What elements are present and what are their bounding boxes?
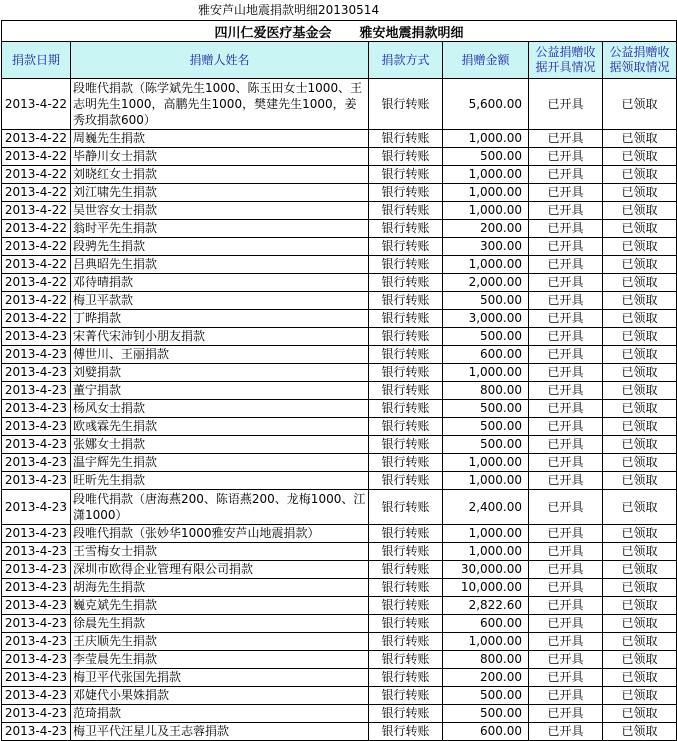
cell-date: 2013-4-23 [2,615,71,633]
cell-receipt-collected: 已领取 [603,220,677,238]
cell-receipt-issued: 已开具 [529,472,603,490]
cell-method: 银行转账 [369,525,443,543]
cell-receipt-issued: 已开具 [529,633,603,651]
table-row [2,364,677,382]
table-row [2,669,677,687]
cell-method: 银行转账 [369,184,443,202]
cell-date: 2013-4-23 [2,364,71,382]
cell-date: 2013-4-23 [2,418,71,436]
cell-receipt-issued: 已开具 [529,148,603,166]
cell-amount: 30,000.00 [443,561,529,579]
table-row [2,220,677,238]
cell-method: 银行转账 [369,723,443,741]
cell-receipt-issued: 已开具 [529,723,603,741]
cell-donor-name: 吕典昭先生捐款 [71,256,369,274]
cell-method: 银行转账 [369,418,443,436]
cell-date: 2013-4-22 [2,130,71,148]
cell-donor-name: 梅卫平款款 [71,292,369,310]
cell-date: 2013-4-23 [2,687,71,705]
table-row [2,400,677,418]
cell-donor-name: 范琦捐款 [71,705,369,723]
cell-date: 2013-4-23 [2,525,71,543]
table-row [2,238,677,256]
header-date: 捐款日期 [2,42,71,79]
table-banner-row [2,21,677,42]
cell-receipt-collected: 已领取 [603,256,677,274]
cell-date: 2013-4-23 [2,328,71,346]
cell-receipt-collected: 已领取 [603,184,677,202]
cell-donor-name: 巍克斌先生捐款 [71,597,369,615]
cell-date: 2013-4-23 [2,597,71,615]
cell-receipt-collected: 已领取 [603,669,677,687]
cell-amount: 1,000.00 [443,472,529,490]
cell-method: 银行转账 [369,79,443,130]
cell-donor-name: 胡海先生捐款 [71,579,369,597]
cell-method: 银行转账 [369,274,443,292]
column-header-row [2,42,677,79]
cell-date: 2013-4-22 [2,310,71,328]
cell-receipt-issued: 已开具 [529,418,603,436]
cell-receipt-collected: 已领取 [603,166,677,184]
cell-receipt-issued: 已开具 [529,669,603,687]
cell-method: 银行转账 [369,346,443,364]
cell-receipt-issued: 已开具 [529,130,603,148]
cell-date: 2013-4-23 [2,490,71,525]
cell-date: 2013-4-22 [2,148,71,166]
table-row [2,705,677,723]
cell-receipt-issued: 已开具 [529,436,603,454]
cell-donor-name: 毕静川女士捐款 [71,148,369,166]
cell-method: 银行转账 [369,633,443,651]
cell-amount: 1,000.00 [443,543,529,561]
cell-donor-name: 刘江啸先生捐款 [71,184,369,202]
cell-donor-name: 梅卫平代张国先捐款 [71,669,369,687]
cell-receipt-collected: 已领取 [603,418,677,436]
cell-receipt-collected: 已领取 [603,130,677,148]
cell-method: 银行转账 [369,382,443,400]
table-row [2,651,677,669]
table-row [2,525,677,543]
cell-donor-name: 旺昕先生捐款 [71,472,369,490]
cell-receipt-collected: 已领取 [603,597,677,615]
cell-amount: 500.00 [443,328,529,346]
cell-amount: 3,000.00 [443,310,529,328]
cell-amount: 10,000.00 [443,579,529,597]
cell-receipt-issued: 已开具 [529,364,603,382]
cell-donor-name: 段唯代捐款（唐海燕200、陈语燕200、龙梅1000、江潇1000） [71,490,369,525]
header-receipt-issued: 公益捐赠收据开具情况 [529,42,603,79]
table-row [2,79,677,130]
cell-date: 2013-4-23 [2,543,71,561]
cell-receipt-issued: 已开具 [529,687,603,705]
cell-amount: 1,000.00 [443,364,529,382]
cell-donor-name: 张娜女士捐款 [71,436,369,454]
cell-donor-name: 温宇辉先生捐款 [71,454,369,472]
table-row [2,382,677,400]
cell-method: 银行转账 [369,328,443,346]
cell-amount: 1,000.00 [443,184,529,202]
table-row [2,256,677,274]
cell-method: 银行转账 [369,130,443,148]
cell-donor-name: 段唯代捐款（张妙华1000雅安芦山地震捐款） [71,525,369,543]
cell-receipt-collected: 已领取 [603,436,677,454]
cell-receipt-collected: 已领取 [603,543,677,561]
cell-amount: 2,000.00 [443,274,529,292]
cell-amount: 500.00 [443,292,529,310]
cell-date: 2013-4-23 [2,472,71,490]
cell-donor-name: 傅世川、王丽捐款 [71,346,369,364]
cell-donor-name: 李莹晨先生捐款 [71,651,369,669]
cell-date: 2013-4-23 [2,669,71,687]
cell-method: 银行转账 [369,310,443,328]
cell-donor-name: 丁晔捐款 [71,310,369,328]
cell-amount: 800.00 [443,382,529,400]
cell-method: 银行转账 [369,292,443,310]
cell-date: 2013-4-23 [2,436,71,454]
header-receipt-collected: 公益捐赠收据领取情况 [603,42,677,79]
cell-amount: 600.00 [443,615,529,633]
cell-date: 2013-4-22 [2,166,71,184]
cell-method: 银行转账 [369,561,443,579]
cell-donor-name: 深圳市欧得企业管理有限公司捐款 [71,561,369,579]
cell-receipt-collected: 已领取 [603,454,677,472]
table-row [2,579,677,597]
cell-amount: 1,000.00 [443,525,529,543]
table-body [2,79,677,741]
table-row [2,184,677,202]
table-row [2,490,677,525]
cell-receipt-collected: 已领取 [603,274,677,292]
header-method: 捐款方式 [369,42,443,79]
cell-donor-name: 邓待晴捐款 [71,274,369,292]
cell-receipt-issued: 已开具 [529,382,603,400]
cell-date: 2013-4-22 [2,292,71,310]
cell-receipt-collected: 已领取 [603,79,677,130]
cell-date: 2013-4-23 [2,723,71,741]
table-row [2,130,677,148]
cell-amount: 500.00 [443,687,529,705]
cell-date: 2013-4-23 [2,382,71,400]
cell-receipt-collected: 已领取 [603,651,677,669]
cell-receipt-collected: 已领取 [603,705,677,723]
cell-receipt-issued: 已开具 [529,202,603,220]
cell-receipt-issued: 已开具 [529,274,603,292]
cell-receipt-issued: 已开具 [529,184,603,202]
cell-receipt-collected: 已领取 [603,364,677,382]
cell-donor-name: 梅卫平代汪星儿及王志蓉捐款 [71,723,369,741]
cell-date: 2013-4-22 [2,256,71,274]
table-row [2,202,677,220]
cell-receipt-issued: 已开具 [529,561,603,579]
cell-receipt-collected: 已领取 [603,490,677,525]
cell-amount: 2,400.00 [443,490,529,525]
cell-donor-name: 段骋先生捐款 [71,238,369,256]
cell-receipt-collected: 已领取 [603,202,677,220]
cell-date: 2013-4-23 [2,633,71,651]
cell-method: 银行转账 [369,651,443,669]
cell-amount: 1,000.00 [443,454,529,472]
cell-method: 银行转账 [369,687,443,705]
cell-receipt-issued: 已开具 [529,454,603,472]
cell-method: 银行转账 [369,490,443,525]
table-row [2,166,677,184]
cell-donor-name: 欧彧霖先生捐款 [71,418,369,436]
table-row [2,310,677,328]
table-row [2,687,677,705]
cell-receipt-issued: 已开具 [529,651,603,669]
cell-method: 银行转账 [369,148,443,166]
cell-date: 2013-4-22 [2,202,71,220]
cell-method: 银行转账 [369,669,443,687]
cell-method: 银行转账 [369,364,443,382]
cell-receipt-issued: 已开具 [529,346,603,364]
cell-receipt-collected: 已领取 [603,148,677,166]
cell-date: 2013-4-23 [2,705,71,723]
cell-date: 2013-4-23 [2,346,71,364]
donation-table [1,20,677,741]
cell-receipt-collected: 已领取 [603,346,677,364]
table-row [2,328,677,346]
cell-receipt-collected: 已领取 [603,400,677,418]
cell-receipt-collected: 已领取 [603,723,677,741]
cell-amount: 5,600.00 [443,79,529,130]
table-row [2,597,677,615]
cell-amount: 500.00 [443,400,529,418]
cell-receipt-issued: 已开具 [529,166,603,184]
cell-date: 2013-4-23 [2,561,71,579]
cell-amount: 800.00 [443,651,529,669]
document-title: 雅安芦山地震捐款明细20130514 [198,3,380,17]
cell-receipt-collected: 已领取 [603,579,677,597]
cell-receipt-collected: 已领取 [603,310,677,328]
cell-receipt-collected: 已领取 [603,525,677,543]
table-row [2,454,677,472]
cell-receipt-issued: 已开具 [529,79,603,130]
cell-donor-name: 刘嬖捐款 [71,364,369,382]
cell-receipt-issued: 已开具 [529,615,603,633]
cell-date: 2013-4-23 [2,454,71,472]
cell-method: 银行转账 [369,543,443,561]
cell-receipt-collected: 已领取 [603,472,677,490]
cell-donor-name: 王雪梅女士捐款 [71,543,369,561]
cell-date: 2013-4-23 [2,651,71,669]
cell-amount: 600.00 [443,346,529,364]
cell-receipt-collected: 已领取 [603,687,677,705]
cell-receipt-collected: 已领取 [603,292,677,310]
cell-amount: 500.00 [443,436,529,454]
cell-receipt-issued: 已开具 [529,400,603,418]
cell-date: 2013-4-22 [2,220,71,238]
cell-amount: 500.00 [443,418,529,436]
cell-receipt-collected: 已领取 [603,328,677,346]
cell-donor-name: 段唯代捐款（陈学斌先生1000、陈玉田女士1000、王志明先生1000，高鹏先生1000，樊建先生1000，姜秀玫捐款600） [71,79,369,130]
cell-method: 银行转账 [369,166,443,184]
table-row [2,148,677,166]
cell-donor-name: 邓婕代小果姝捐款 [71,687,369,705]
cell-method: 银行转账 [369,220,443,238]
cell-method: 银行转账 [369,615,443,633]
cell-amount: 1,000.00 [443,633,529,651]
cell-method: 银行转账 [369,454,443,472]
cell-receipt-issued: 已开具 [529,310,603,328]
cell-donor-name: 董宁捐款 [71,382,369,400]
cell-amount: 200.00 [443,669,529,687]
cell-amount: 1,000.00 [443,130,529,148]
cell-amount: 200.00 [443,220,529,238]
cell-method: 银行转账 [369,400,443,418]
cell-donor-name: 翁时平先生捐款 [71,220,369,238]
table-row [2,472,677,490]
cell-method: 银行转账 [369,579,443,597]
cell-donor-name: 宋菁代宋沛钊小朋友捐款 [71,328,369,346]
cell-receipt-issued: 已开具 [529,238,603,256]
cell-receipt-issued: 已开具 [529,292,603,310]
banner-organization: 四川仁爱医疗基金会 [214,25,332,41]
cell-method: 银行转账 [369,202,443,220]
cell-receipt-collected: 已领取 [603,633,677,651]
cell-receipt-collected: 已领取 [603,561,677,579]
header-donor-name: 捐赠人姓名 [71,42,369,79]
banner-subject: 雅安地震捐款明细 [359,25,464,41]
cell-method: 银行转账 [369,256,443,274]
cell-receipt-collected: 已领取 [603,615,677,633]
table-row [2,561,677,579]
cell-amount: 500.00 [443,148,529,166]
cell-date: 2013-4-23 [2,400,71,418]
cell-amount: 1,000.00 [443,166,529,184]
table-row [2,292,677,310]
cell-method: 银行转账 [369,436,443,454]
cell-receipt-issued: 已开具 [529,490,603,525]
cell-donor-name: 徐晨先生捐款 [71,615,369,633]
cell-receipt-collected: 已领取 [603,238,677,256]
cell-receipt-issued: 已开具 [529,220,603,238]
table-row [2,274,677,292]
cell-receipt-issued: 已开具 [529,597,603,615]
cell-donor-name: 杨风女士捐款 [71,400,369,418]
cell-amount: 1,000.00 [443,256,529,274]
header-amount: 捐赠金额 [443,42,529,79]
cell-amount: 300.00 [443,238,529,256]
cell-amount: 500.00 [443,705,529,723]
cell-amount: 2,822.60 [443,597,529,615]
cell-method: 银行转账 [369,472,443,490]
cell-receipt-issued: 已开具 [529,705,603,723]
table-row [2,436,677,454]
table-banner [2,21,677,42]
table-row [2,723,677,741]
cell-amount: 600.00 [443,723,529,741]
table-row [2,633,677,651]
cell-receipt-issued: 已开具 [529,256,603,274]
cell-donor-name: 王庆顺先生捐款 [71,633,369,651]
table-row [2,615,677,633]
cell-date: 2013-4-22 [2,184,71,202]
cell-date: 2013-4-22 [2,238,71,256]
cell-donor-name: 吴世容女士捐款 [71,202,369,220]
cell-donor-name: 周巍先生捐款 [71,130,369,148]
cell-donor-name: 刘晓红女士捐款 [71,166,369,184]
cell-date: 2013-4-22 [2,79,71,130]
cell-date: 2013-4-22 [2,274,71,292]
table-row [2,418,677,436]
cell-receipt-collected: 已领取 [603,382,677,400]
table-row [2,543,677,561]
table-row [2,346,677,364]
cell-method: 银行转账 [369,705,443,723]
cell-date: 2013-4-23 [2,579,71,597]
cell-receipt-issued: 已开具 [529,328,603,346]
cell-method: 银行转账 [369,238,443,256]
cell-amount: 1,000.00 [443,202,529,220]
cell-receipt-issued: 已开具 [529,579,603,597]
cell-method: 银行转账 [369,597,443,615]
cell-receipt-issued: 已开具 [529,525,603,543]
cell-receipt-issued: 已开具 [529,543,603,561]
